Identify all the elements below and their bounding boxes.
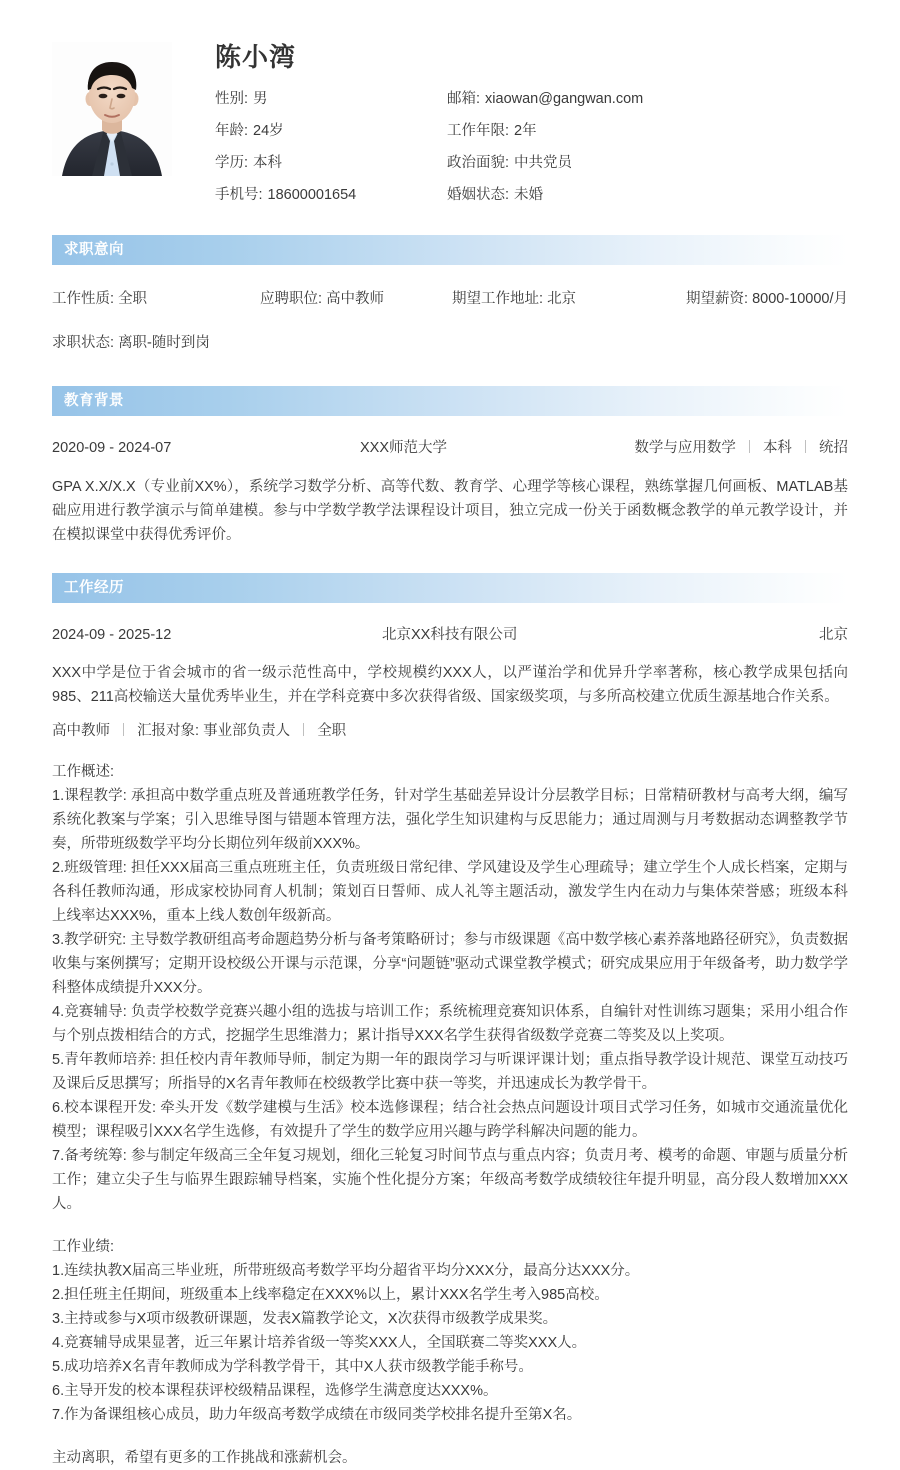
education-degree-group bbox=[634, 438, 848, 458]
job-intention-body bbox=[0, 265, 900, 353]
work-title-row bbox=[52, 721, 848, 741]
intent-job-nature bbox=[52, 289, 260, 309]
work-company-intro: XXX中学是位于省会城市的省一级示范性高中，学校规模约XXX人，以严谨治学和优异升学率著称，核心教学成果包括向985、211高校输送大量优秀毕业生，并在学科竞赛中多次获得省级、国家级奖项，与多所高校建立优质生源基地合作关系。 bbox=[52, 665, 848, 705]
work-achievement-item-6: 6.主导开发的校本课程获评校级精品课程，选修学生满意度达XXX%。 bbox=[52, 1383, 498, 1399]
info-phone-value: 18600001654 bbox=[267, 187, 357, 203]
info-phone bbox=[215, 185, 447, 205]
divider-icon bbox=[123, 723, 124, 736]
info-marital-value: 未婚 bbox=[514, 187, 544, 203]
intent-position bbox=[260, 289, 452, 309]
work-overview-item-7: 7.备考统筹: 参与制定年级高三全年复习规划，细化三轮复习时间节点与重点内容；负责月考、模考的命题、审题与质量分析工作；建立尖子生与临界生跟踪辅导档案，实施个性化提分方案；年级高考数学成绩较往年提升明显，高分段人数增加XXX人。 bbox=[52, 1148, 848, 1212]
info-age bbox=[215, 121, 447, 141]
personal-info-grid bbox=[215, 89, 848, 205]
work-achievement-item-2: 2.担任班主任期间，班级重本上线率稳定在XXX%以上，累计XXX名学生考入985高校。 bbox=[52, 1287, 609, 1303]
education-enroll-type: 统招 bbox=[819, 440, 848, 456]
work-achievement-item-7: 7.作为备课组核心成员，助力年级高考数学成绩在市级同类学校排名提升至第X名。 bbox=[52, 1407, 582, 1423]
education-description: GPA X.X/X.X（专业前XX%），系统学习数学分析、高等代数、教育学、心理学等核心课程，熟练掌握几何画板、MATLAB基础应用进行教学演示与简单建模。参与中学数学教学法课程设计项目，独立完成一份关于函数概念教学的单元教学设计，并在模拟课堂中获得优秀评价。 bbox=[52, 479, 848, 543]
work-achievement-item-5: 5.成功培养X名青年教师成为学科教学骨干，其中X人获市级教学能手称号。 bbox=[52, 1359, 533, 1375]
intent-job-nature-value: 全职 bbox=[118, 291, 148, 307]
info-political-label: 政治面貌: bbox=[447, 155, 510, 171]
work-report-to: 汇报对象: 事业部负责人 bbox=[137, 723, 291, 739]
work-overview-heading: 工作概述: bbox=[52, 764, 115, 780]
intent-position-label: 应聘职位: bbox=[260, 291, 323, 307]
intent-salary bbox=[652, 289, 848, 309]
intent-salary-label: 期望薪资: bbox=[686, 291, 749, 307]
divider-icon bbox=[749, 440, 750, 453]
education-date: 2020-09 - 2024-07 bbox=[52, 440, 172, 456]
work-achievement-heading: 工作业绩: bbox=[52, 1239, 115, 1255]
info-marital bbox=[447, 185, 848, 205]
info-experience-value: 2年 bbox=[514, 123, 537, 139]
intent-location-value: 北京 bbox=[547, 291, 577, 307]
info-political bbox=[447, 153, 848, 173]
education-school: XXX师范大学 bbox=[360, 440, 448, 456]
intent-salary-value: 8000-10000/月 bbox=[752, 291, 848, 307]
info-degree-label: 学历: bbox=[215, 155, 249, 171]
intent-job-nature-label: 工作性质: bbox=[52, 291, 115, 307]
divider-icon bbox=[805, 440, 806, 453]
info-email bbox=[447, 89, 848, 109]
identity-block bbox=[172, 42, 848, 205]
work-overview-item-5: 5.青年教师培养: 担任校内青年教师导师，制定为期一年的跟岗学习与听课评课计划；重点指导教学设计规范、课堂互动技巧及课后反思撰写；所指导的X名青年教师在校级教学比赛中获一等奖，并迅速成长为教学骨干。 bbox=[52, 1052, 848, 1092]
work-achievement-item-1: 1.连续执教X届高三毕业班，所带班级高考数学平均分超省平均分XXX分，最高分达XXX分。 bbox=[52, 1263, 640, 1279]
portrait-photo-icon bbox=[52, 42, 172, 176]
work-overview-item-2: 2.班级管理: 担任XXX届高三重点班班主任，负责班级日常纪律、学风建设及学生心理疏导；建立学生个人成长档案，定期与各科任教师沟通，形成家校协同育人机制；策划百日誓师、成人礼等主题活动，激发学生内在动力与集体荣誉感；班级本科上线率达XXX%，重本上线人数创年级新高。 bbox=[52, 860, 848, 924]
info-experience bbox=[447, 121, 848, 141]
avatar bbox=[52, 42, 172, 176]
intent-status-value: 离职-随时到岗 bbox=[118, 335, 210, 351]
work-overview-item-4: 4.竞赛辅导: 负责学校数学竞赛兴趣小组的选拔与培训工作；系统梳理竞赛知识体系，自编针对性训练习题集；采用小组合作与个别点拨相结合的方式，挖掘学生思维潜力；累计指导XXX名学生获得省级数学竞赛二等奖及以上奖项。 bbox=[52, 1004, 848, 1044]
work-overview-item-1: 1.课程教学: 承担高中数学重点班及普通班教学任务，针对学生基础差异设计分层教学目标；日常精研教材与高考大纲，编写系统化教案与学案；引入思维导图与错题本管理方法，强化学生知识建构与反思能力；通过周测与月考数据动态调整教学节奏，所带班级数学平均分长期位列年级前XXX%。 bbox=[52, 788, 848, 852]
work-location: 北京 bbox=[819, 627, 848, 643]
intent-position-value: 高中教师 bbox=[326, 291, 385, 307]
work-date: 2024-09 - 2025-12 bbox=[52, 627, 172, 643]
intent-status bbox=[52, 333, 260, 353]
education-meta-row bbox=[52, 438, 848, 458]
work-achievement-item-4: 4.竞赛辅导成果显著，近三年累计培养省级一等奖XXX人，全国联赛二等奖XXX人。 bbox=[52, 1335, 587, 1351]
section-header-job-intention bbox=[52, 235, 848, 265]
info-degree-value: 本科 bbox=[253, 155, 283, 171]
work-job-title: 高中教师 bbox=[52, 723, 110, 739]
work-job-type: 全职 bbox=[317, 723, 347, 739]
work-company: 北京XX科技有限公司 bbox=[382, 627, 518, 643]
info-age-value: 24岁 bbox=[253, 123, 284, 139]
info-phone-label: 手机号: bbox=[215, 187, 263, 203]
profile-header bbox=[0, 0, 900, 205]
info-political-value: 中共党员 bbox=[514, 155, 573, 171]
education-degree: 本科 bbox=[762, 440, 792, 456]
info-marital-label: 婚姻状态: bbox=[447, 187, 510, 203]
work-overview-item-6: 6.校本课程开发: 牵头开发《数学建模与生活》校本选修课程；结合社会热点问题设计项目式学习任务，如城市交通流量优化模型；课程吸引XXX名学生选修，有效提升了学生的数学应用兴趣与跨学科解决问题的能力。 bbox=[52, 1100, 848, 1140]
work-leave-reason: 主动离职，希望有更多的工作挑战和涨薪机会。 bbox=[52, 1450, 357, 1466]
work-achievement-item-3: 3.主持或参与X项市级教研课题，发表X篇教学论文，X次获得市级教学成果奖。 bbox=[52, 1311, 558, 1327]
info-email-label: 邮箱: bbox=[447, 91, 481, 107]
divider-icon bbox=[303, 723, 304, 736]
work-overview-item-3: 3.教学研究: 主导数学教研组高考命题趋势分析与备考策略研讨；参与市级课题《高中数学核心素养落地路径研究》，负责数据收集与案例撰写；定期开设校级公开课与示范课，分享“问题链”驱动式课堂教学模式；研究成果应用于年级备考，助力数学学科整体成绩提升XXX分。 bbox=[52, 932, 848, 996]
education-body bbox=[0, 416, 900, 547]
info-email-value: xiaowan@gangwan.com bbox=[485, 91, 644, 107]
intent-location-label: 期望工作地址: bbox=[452, 291, 544, 307]
intent-status-label: 求职状态: bbox=[52, 335, 115, 351]
info-gender-value: 男 bbox=[253, 91, 268, 107]
education-major: 数学与应用数学 bbox=[634, 440, 736, 456]
section-title-education: 教育背景 bbox=[64, 393, 124, 409]
job-intention-row-1 bbox=[52, 289, 848, 309]
section-header-education bbox=[52, 386, 848, 416]
work-experience-body bbox=[0, 603, 900, 1470]
info-gender-label: 性别: bbox=[215, 91, 249, 107]
work-meta-row bbox=[52, 625, 848, 645]
page-title: 陈小湾 bbox=[215, 42, 297, 72]
intent-location bbox=[452, 289, 652, 309]
section-title-work-experience: 工作经历 bbox=[64, 580, 124, 596]
info-age-label: 年龄: bbox=[215, 123, 249, 139]
info-degree bbox=[215, 153, 447, 173]
job-intention-row-2 bbox=[52, 333, 848, 353]
section-header-work-experience bbox=[52, 573, 848, 603]
info-experience-label: 工作年限: bbox=[447, 123, 510, 139]
section-title-job-intention: 求职意向 bbox=[64, 242, 124, 258]
info-gender bbox=[215, 89, 447, 109]
